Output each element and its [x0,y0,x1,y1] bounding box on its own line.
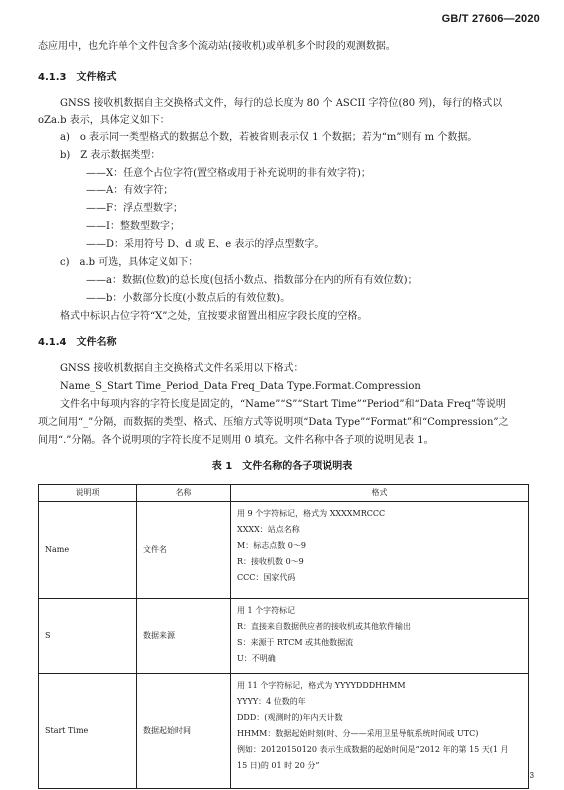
table-row [39,599,529,674]
section-title: 文件格式 [76,72,117,83]
table-row [39,502,529,599]
sub-item: ——A：有效字符； [86,185,174,196]
paragraph-line: 项之间用“_”分隔，而数据的类型、格式、压缩方式等说明项“Data Type”“Format”和“Compression”之 [38,417,509,428]
section-number: 4.1.3 [38,72,67,83]
table-caption: 表 1 文件名称的各子项说明表 [211,461,353,472]
column-header-item: 说明项 [39,485,137,502]
section-heading-4-1-3 [38,71,116,85]
list-item-a: a) o 表示同一类型格式的数据总个数，若被省则表示仅 1 个数据；若为“m”则有 m 个数据。 [60,132,478,143]
section-heading-4-1-4 [38,336,116,350]
cell-format [231,674,529,789]
table-row [39,674,529,789]
sub-item: ——I：整数型数字； [86,221,180,232]
cell-item: Start Time [39,674,137,789]
paragraph-line: oZa.b 表示，具体定义如下： [38,115,170,126]
section-number: 4.1.4 [38,337,67,348]
sub-item: ——b：小数部分长度(小数点后的有效位数)。 [86,293,291,304]
format-line: R：接收机数 0～9 [237,557,304,566]
format-line: S：来源于 RTCM 或其他数据流 [237,638,354,647]
cell-name: 文件名 [137,502,231,599]
format-line: 用 11 个字符标记，格式为 YYYYDDDHHMM [237,681,406,690]
format-line: CCC：国家代码 [237,573,296,582]
format-line: 用 9 个字符标记，格式为 XXXXMRCCC [237,509,386,518]
format-line: R：直接来自数据供应者的接收机或其他软件输出 [237,622,412,631]
sub-item: ——D：采用符号 D、d 或 E、e 表示的浮点型数字。 [86,239,325,250]
paragraph-line: 间用“.”分隔。各个说明项的字符长度不足则用 0 填充。文件名称中各子项的说明见表 1。 [38,435,434,446]
sub-item: ——F：浮点型数字； [86,203,183,214]
format-line: M：标志点数 0～9 [237,541,306,550]
paragraph-line: GNSS 接收机数据自主交换格式文件，每行的总长度为 80 个 ASCII 字符位(80 列)，每行的格式以 [60,98,503,109]
column-header-format: 格式 [231,485,529,502]
paragraph-line: 文件名中每项内容的字符长度是固定的，“Name”“S”“Start Time”“Period”和“Data Freq”等说明 [60,399,506,410]
cell-name: 数据来源 [137,599,231,674]
format-line: 用 1 个字符标记 [237,606,296,615]
format-line: HHMM：数据起始时刻(时、分——采用卫星导航系统时间或 UTC) [237,729,479,738]
column-header-name: 名称 [137,485,231,502]
intro-paragraph-tail: 态应用中，也允许单个文件包含多个流动站(接收机)或单机多个时段的观测数据。 [38,41,396,52]
filename-pattern: Name_S_Start Time_Period_Data Freq_Data Type.Format.Compression [60,381,421,392]
cell-item: S [39,599,137,674]
cell-name: 数据起始时间 [137,674,231,789]
table-header-row [39,485,529,502]
format-line: XXXX：站点名称 [237,525,300,534]
format-line: U：不明确 [237,654,276,663]
cell-format [231,599,529,674]
page-number: 3 [529,771,534,780]
section-title: 文件名称 [76,337,117,348]
format-line: 例如：20120150120 表示生成数据的起始时间是“2012 年的第 15 天(1 月 [237,745,509,754]
list-item-b: b) Z 表示数据类型： [60,150,161,161]
format-line: 15 日)的 01 时 20 分” [237,761,320,770]
sub-item: ——a：数据(位数)的总长度(包括小数点、指数部分在内的所有有效位数)； [86,275,418,286]
filename-components-table [38,484,529,789]
paragraph-line: 格式中标识占位字符“X”之处，宜按要求留置出相应字段长度的空格。 [60,311,368,322]
standard-code: GB/T 27606—2020 [441,13,540,25]
list-item-c: c) a.b 可选，具体定义如下： [60,257,199,268]
cell-format [231,502,529,599]
cell-item: Name [39,502,137,599]
format-line: DDD：(观测时的)年内天计数 [237,713,343,722]
sub-item: ——X：任意个占位字符(置空格或用于补充说明的非有效字符)； [86,168,371,179]
paragraph-line: GNSS 接收机数据自主交换格式文件名采用以下格式： [60,363,304,374]
format-line: YYYY：4 位数的年 [237,697,306,706]
